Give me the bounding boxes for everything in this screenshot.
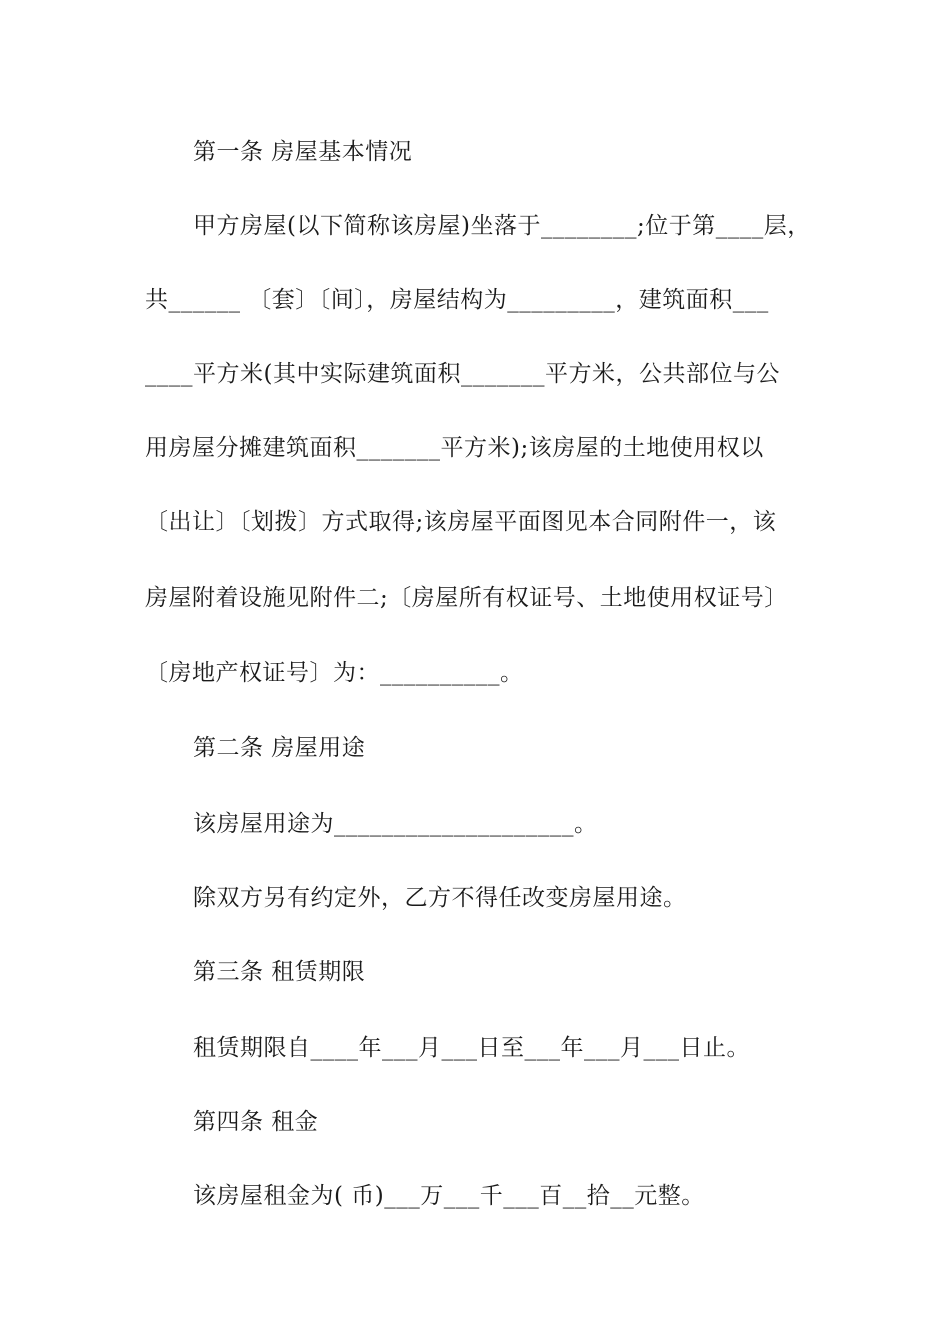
paragraph-line: 甲方房屋(以下简称该房屋)坐落于________;位于第____层， — [193, 213, 811, 239]
article-3-heading: 第三条 租赁期限 — [193, 959, 366, 985]
paragraph-line: 租赁期限自____年___月___日至___年___月___日止。 — [193, 1035, 750, 1061]
paragraph-line: ____平方米(其中实际建筑面积_______平方米，公共部位与公 — [145, 361, 780, 387]
paragraph-line: 〔出让〕〔划拨〕方式取得;该房屋平面图见本合同附件一，该 — [145, 509, 777, 535]
paragraph-line: 该房屋用途为____________________。 — [193, 811, 598, 837]
article-1-heading: 第一条 房屋基本情况 — [193, 139, 413, 165]
paragraph-line: 该房屋租金为( 币)___万___千___百__拾__元整。 — [193, 1183, 705, 1209]
paragraph-line: 〔房地产权证号〕为：__________。 — [145, 660, 524, 686]
paragraph-line: 共______ 〔套〕〔间〕，房屋结构为_________，建筑面积___ — [145, 287, 769, 313]
paragraph-line: 除双方另有约定外，乙方不得任改变房屋用途。 — [193, 885, 687, 911]
paragraph-line: 用房屋分摊建筑面积_______平方米);该房屋的土地使用权以 — [145, 435, 764, 461]
article-4-heading: 第四条 租金 — [193, 1109, 319, 1135]
paragraph-line: 房屋附着设施见附件二;〔房屋所有权证号、土地使用权证号〕 — [145, 585, 788, 611]
article-2-heading: 第二条 房屋用途 — [193, 735, 366, 761]
